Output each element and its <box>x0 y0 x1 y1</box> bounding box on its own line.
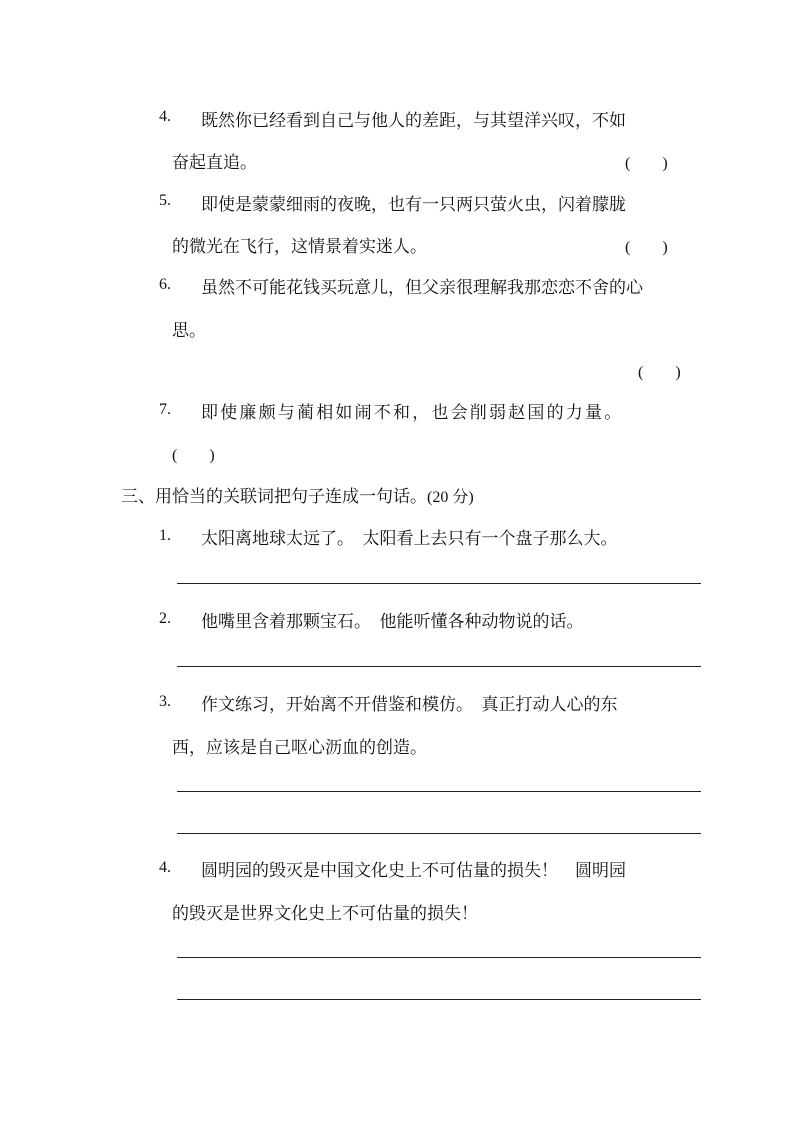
item-number: 2. <box>159 610 171 627</box>
answer-line[interactable] <box>177 957 701 958</box>
item-number: 6. <box>159 276 171 293</box>
item-text-line1: 太阳离地球太远了。 太阳看上去只有一个盘子那么大。 <box>201 529 618 549</box>
answer-blank[interactable]: ( ) <box>638 364 681 381</box>
section-heading-text: 三、用恰当的关联词把句子连成一句话。 <box>121 487 427 507</box>
item-text-line2: 的毁灭是世界文化史上不可估量的损失！ <box>172 904 478 924</box>
item-text-line1: 虽然不可能花钱买玩意儿，但父亲很理解我那恋恋不舍的心 <box>201 278 643 298</box>
item-number: 4. <box>159 859 171 876</box>
answer-blank[interactable]: ( ) <box>625 155 668 172</box>
answer-line[interactable] <box>177 666 701 667</box>
answer-line[interactable] <box>177 583 701 584</box>
answer-line[interactable] <box>177 791 701 792</box>
item-text-line2: 的微光在飞行，这情景着实迷人。 <box>172 237 427 257</box>
item-text-line1: 即使是蒙蒙细雨的夜晚，也有一只两只萤火虫，闪着朦胧 <box>201 195 626 215</box>
item-number: 1. <box>159 527 171 544</box>
item-text-line1: 作文练习，开始离不开借鉴和模仿。 真正打动人心的东 <box>201 695 618 715</box>
answer-blank[interactable]: ( ) <box>625 239 668 256</box>
item-number: 7. <box>159 401 171 418</box>
item-text-line1: 圆明园的毁灭是中国文化史上不可估量的损失！ 圆明园 <box>201 861 626 881</box>
answer-line[interactable] <box>177 833 701 834</box>
answer-blank[interactable]: ( ) <box>172 447 215 464</box>
section-heading <box>121 482 474 507</box>
answer-line[interactable] <box>177 999 701 1000</box>
item-text-line2: 西，应该是自己呕心沥血的创造。 <box>172 738 427 758</box>
item-text-line2: 思。 <box>172 321 206 341</box>
item-text-line1: 即使廉颇与蔺相如闹不和，也会削弱赵国的力量。 <box>201 403 624 423</box>
section-score: (20 分) <box>427 489 474 506</box>
item-text-line1: 他嘴里含着那颗宝石。 他能听懂各种动物说的话。 <box>201 612 584 632</box>
item-number: 3. <box>159 693 171 710</box>
item-text-line2: 奋起直追。 <box>172 153 257 173</box>
item-text-line1: 既然你已经看到自己与他人的差距，与其望洋兴叹，不如 <box>201 111 626 131</box>
item-number: 4. <box>159 108 171 125</box>
item-number: 5. <box>159 192 171 209</box>
